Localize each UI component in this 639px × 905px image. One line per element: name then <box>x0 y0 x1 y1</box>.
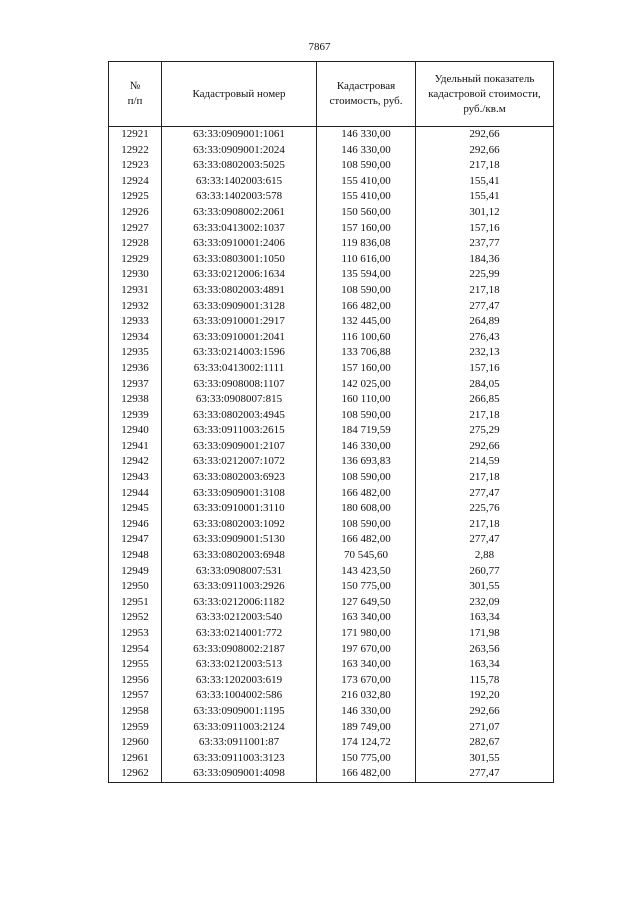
specific-indicator-cell: 263,56 <box>416 642 554 658</box>
row-num-cell: 12931 <box>109 283 162 299</box>
table-row <box>109 408 554 424</box>
table-row <box>109 205 554 221</box>
cadastral-number-cell: 63:33:0909001:4098 <box>162 766 317 782</box>
specific-indicator-cell: 217,18 <box>416 283 554 299</box>
cadastral-number-cell: 63:33:0911001:87 <box>162 735 317 751</box>
cadastral-number-cell: 63:33:0212006:1634 <box>162 267 317 283</box>
specific-indicator-cell: 184,36 <box>416 252 554 268</box>
cadastral-value-cell: 166 482,00 <box>317 766 416 782</box>
specific-indicator-cell: 282,67 <box>416 735 554 751</box>
row-num-cell: 12935 <box>109 345 162 361</box>
row-num-cell: 12932 <box>109 299 162 315</box>
cadastral-value-cell: 116 100,60 <box>317 330 416 346</box>
cadastral-number-cell: 63:33:0908007:815 <box>162 392 317 408</box>
cadastral-value-cell: 70 545,60 <box>317 548 416 564</box>
specific-indicator-cell: 217,18 <box>416 517 554 533</box>
cadastral-number-cell: 63:33:1202003:619 <box>162 673 317 689</box>
table-row <box>109 595 554 611</box>
specific-indicator-cell: 292,66 <box>416 704 554 720</box>
table-row <box>109 143 554 159</box>
row-num-cell: 12945 <box>109 501 162 517</box>
cadastral-number-cell: 63:33:0909001:1061 <box>162 127 317 143</box>
specific-indicator-cell: 155,41 <box>416 174 554 190</box>
table-body <box>109 127 554 783</box>
cadastral-number-cell: 63:33:0910001:3110 <box>162 501 317 517</box>
table-row <box>109 579 554 595</box>
specific-indicator-cell: 260,77 <box>416 564 554 580</box>
specific-indicator-cell: 225,76 <box>416 501 554 517</box>
row-num-cell: 12928 <box>109 236 162 252</box>
table-row <box>109 642 554 658</box>
table-row <box>109 361 554 377</box>
row-num-cell: 12961 <box>109 751 162 767</box>
cadastral-value-cell: 173 670,00 <box>317 673 416 689</box>
table-row <box>109 766 554 782</box>
cadastral-number-cell: 63:33:1004002:586 <box>162 688 317 704</box>
specific-indicator-cell: 277,47 <box>416 486 554 502</box>
cadastral-value-cell: 132 445,00 <box>317 314 416 330</box>
specific-indicator-cell: 115,78 <box>416 673 554 689</box>
specific-indicator-cell: 284,05 <box>416 377 554 393</box>
cadastral-value-cell: 171 980,00 <box>317 626 416 642</box>
row-num-cell: 12926 <box>109 205 162 221</box>
cadastral-value-cell: 127 649,50 <box>317 595 416 611</box>
cadastral-number-cell: 63:33:0413002:1111 <box>162 361 317 377</box>
table-row <box>109 299 554 315</box>
row-num-cell: 12957 <box>109 688 162 704</box>
cadastral-value-cell: 189 749,00 <box>317 720 416 736</box>
row-num-cell: 12959 <box>109 720 162 736</box>
row-num-cell: 12949 <box>109 564 162 580</box>
cadastral-number-cell: 63:33:0212003:513 <box>162 657 317 673</box>
table-row <box>109 221 554 237</box>
row-num-cell: 12936 <box>109 361 162 377</box>
cadastral-number-cell: 63:33:0214003:1596 <box>162 345 317 361</box>
cadastral-value-cell: 108 590,00 <box>317 408 416 424</box>
cadastral-number-cell: 63:33:0911003:2124 <box>162 720 317 736</box>
cadastral-table <box>108 61 554 783</box>
specific-indicator-cell: 163,34 <box>416 657 554 673</box>
specific-indicator-cell: 277,47 <box>416 766 554 782</box>
row-num-cell: 12929 <box>109 252 162 268</box>
table-row <box>109 267 554 283</box>
row-num-cell: 12951 <box>109 595 162 611</box>
table-row <box>109 470 554 486</box>
cadastral-number-cell: 63:33:0909001:3108 <box>162 486 317 502</box>
cadastral-number-cell: 63:33:0413002:1037 <box>162 221 317 237</box>
specific-indicator-cell: 232,09 <box>416 595 554 611</box>
specific-indicator-cell: 163,34 <box>416 610 554 626</box>
header-num: № п/п <box>109 62 162 127</box>
table-row <box>109 486 554 502</box>
cadastral-number-cell: 63:33:0909001:2024 <box>162 143 317 159</box>
specific-indicator-cell: 292,66 <box>416 439 554 455</box>
specific-indicator-cell: 277,47 <box>416 299 554 315</box>
header-cadastral-number: Кадастровый номер <box>162 62 317 127</box>
cadastral-value-cell: 197 670,00 <box>317 642 416 658</box>
header-cadastral-value: Кадастровая стоимость, руб. <box>317 62 416 127</box>
table-row <box>109 751 554 767</box>
header-specific-indicator: Удельный показатель кадастровой стоимости, руб./кв.м <box>416 62 554 127</box>
specific-indicator-cell: 271,07 <box>416 720 554 736</box>
table-row <box>109 345 554 361</box>
cadastral-number-cell: 63:33:0803001:1050 <box>162 252 317 268</box>
table-row <box>109 720 554 736</box>
cadastral-value-cell: 157 160,00 <box>317 221 416 237</box>
specific-indicator-cell: 217,18 <box>416 158 554 174</box>
cadastral-value-cell: 108 590,00 <box>317 517 416 533</box>
cadastral-number-cell: 63:33:0910001:2917 <box>162 314 317 330</box>
specific-indicator-cell: 275,29 <box>416 423 554 439</box>
cadastral-value-cell: 216 032,80 <box>317 688 416 704</box>
cadastral-value-cell: 146 330,00 <box>317 127 416 143</box>
cadastral-number-cell: 63:33:0909001:1195 <box>162 704 317 720</box>
specific-indicator-cell: 225,99 <box>416 267 554 283</box>
row-num-cell: 12934 <box>109 330 162 346</box>
table-row <box>109 657 554 673</box>
cadastral-value-cell: 119 836,08 <box>317 236 416 252</box>
specific-indicator-cell: 277,47 <box>416 532 554 548</box>
table-row <box>109 236 554 252</box>
table-row <box>109 189 554 205</box>
specific-indicator-cell: 157,16 <box>416 221 554 237</box>
specific-indicator-cell: 157,16 <box>416 361 554 377</box>
cadastral-number-cell: 63:33:0214001:772 <box>162 626 317 642</box>
specific-indicator-cell: 276,43 <box>416 330 554 346</box>
specific-indicator-cell: 232,13 <box>416 345 554 361</box>
table-row <box>109 688 554 704</box>
table-row <box>109 158 554 174</box>
cadastral-number-cell: 63:33:0802003:1092 <box>162 517 317 533</box>
table-header-row <box>109 62 554 127</box>
cadastral-number-cell: 63:33:0908008:1107 <box>162 377 317 393</box>
table-row <box>109 127 554 143</box>
page-number: 7867 <box>308 41 331 53</box>
row-num-cell: 12946 <box>109 517 162 533</box>
table-row <box>109 735 554 751</box>
cadastral-value-cell: 150 560,00 <box>317 205 416 221</box>
row-num-cell: 12925 <box>109 189 162 205</box>
row-num-cell: 12960 <box>109 735 162 751</box>
cadastral-number-cell: 63:33:0908002:2061 <box>162 205 317 221</box>
cadastral-value-cell: 155 410,00 <box>317 174 416 190</box>
row-num-cell: 12939 <box>109 408 162 424</box>
row-num-cell: 12923 <box>109 158 162 174</box>
table-row <box>109 330 554 346</box>
cadastral-number-cell: 63:33:0909001:5130 <box>162 532 317 548</box>
table-row <box>109 314 554 330</box>
specific-indicator-cell: 301,12 <box>416 205 554 221</box>
row-num-cell: 12958 <box>109 704 162 720</box>
cadastral-value-cell: 142 025,00 <box>317 377 416 393</box>
row-num-cell: 12947 <box>109 532 162 548</box>
cadastral-value-cell: 166 482,00 <box>317 299 416 315</box>
row-num-cell: 12952 <box>109 610 162 626</box>
cadastral-number-cell: 63:33:0908007:531 <box>162 564 317 580</box>
specific-indicator-cell: 217,18 <box>416 408 554 424</box>
row-num-cell: 12938 <box>109 392 162 408</box>
cadastral-value-cell: 160 110,00 <box>317 392 416 408</box>
table-row <box>109 673 554 689</box>
cadastral-number-cell: 63:33:0909001:3128 <box>162 299 317 315</box>
cadastral-value-cell: 108 590,00 <box>317 283 416 299</box>
cadastral-number-cell: 63:33:0802003:4891 <box>162 283 317 299</box>
cadastral-value-cell: 146 330,00 <box>317 143 416 159</box>
cadastral-number-cell: 63:33:0802003:6948 <box>162 548 317 564</box>
cadastral-value-cell: 180 608,00 <box>317 501 416 517</box>
specific-indicator-cell: 292,66 <box>416 127 554 143</box>
row-num-cell: 12940 <box>109 423 162 439</box>
table-row <box>109 439 554 455</box>
specific-indicator-cell: 266,85 <box>416 392 554 408</box>
cadastral-value-cell: 155 410,00 <box>317 189 416 205</box>
row-num-cell: 12948 <box>109 548 162 564</box>
cadastral-value-cell: 157 160,00 <box>317 361 416 377</box>
row-num-cell: 12924 <box>109 174 162 190</box>
cadastral-number-cell: 63:33:1402003:615 <box>162 174 317 190</box>
cadastral-number-cell: 63:33:0212003:540 <box>162 610 317 626</box>
table-row <box>109 548 554 564</box>
row-num-cell: 12950 <box>109 579 162 595</box>
specific-indicator-cell: 171,98 <box>416 626 554 642</box>
table-row <box>109 454 554 470</box>
cadastral-number-cell: 63:33:0911003:3123 <box>162 751 317 767</box>
cadastral-value-cell: 108 590,00 <box>317 158 416 174</box>
row-num-cell: 12922 <box>109 143 162 159</box>
row-num-cell: 12921 <box>109 127 162 143</box>
cadastral-number-cell: 63:33:0802003:6923 <box>162 470 317 486</box>
specific-indicator-cell: 237,77 <box>416 236 554 252</box>
cadastral-value-cell: 135 594,00 <box>317 267 416 283</box>
table-row <box>109 626 554 642</box>
specific-indicator-cell: 155,41 <box>416 189 554 205</box>
row-num-cell: 12930 <box>109 267 162 283</box>
cadastral-number-cell: 63:33:0911003:2615 <box>162 423 317 439</box>
table-row <box>109 532 554 548</box>
cadastral-number-cell: 63:33:0908002:2187 <box>162 642 317 658</box>
cadastral-number-cell: 63:33:0910001:2041 <box>162 330 317 346</box>
row-num-cell: 12953 <box>109 626 162 642</box>
table-row <box>109 610 554 626</box>
row-num-cell: 12944 <box>109 486 162 502</box>
cadastral-value-cell: 163 340,00 <box>317 657 416 673</box>
cadastral-value-cell: 110 616,00 <box>317 252 416 268</box>
specific-indicator-cell: 264,89 <box>416 314 554 330</box>
cadastral-value-cell: 136 693,83 <box>317 454 416 470</box>
cadastral-value-cell: 166 482,00 <box>317 532 416 548</box>
specific-indicator-cell: 2,88 <box>416 548 554 564</box>
row-num-cell: 12937 <box>109 377 162 393</box>
table-row <box>109 174 554 190</box>
cadastral-value-cell: 108 590,00 <box>317 470 416 486</box>
specific-indicator-cell: 214,59 <box>416 454 554 470</box>
cadastral-value-cell: 174 124,72 <box>317 735 416 751</box>
row-num-cell: 12943 <box>109 470 162 486</box>
table-row <box>109 704 554 720</box>
row-num-cell: 12942 <box>109 454 162 470</box>
row-num-cell: 12962 <box>109 766 162 782</box>
cadastral-number-cell: 63:33:0909001:2107 <box>162 439 317 455</box>
row-num-cell: 12941 <box>109 439 162 455</box>
row-num-cell: 12933 <box>109 314 162 330</box>
table-row <box>109 564 554 580</box>
specific-indicator-cell: 217,18 <box>416 470 554 486</box>
cadastral-value-cell: 146 330,00 <box>317 704 416 720</box>
cadastral-value-cell: 184 719,59 <box>317 423 416 439</box>
cadastral-number-cell: 63:33:0802003:4945 <box>162 408 317 424</box>
cadastral-value-cell: 133 706,88 <box>317 345 416 361</box>
row-num-cell: 12927 <box>109 221 162 237</box>
specific-indicator-cell: 292,66 <box>416 143 554 159</box>
cadastral-value-cell: 143 423,50 <box>317 564 416 580</box>
row-num-cell: 12954 <box>109 642 162 658</box>
row-num-cell: 12956 <box>109 673 162 689</box>
cadastral-value-cell: 166 482,00 <box>317 486 416 502</box>
cadastral-number-cell: 63:33:0802003:5025 <box>162 158 317 174</box>
cadastral-number-cell: 63:33:0911003:2926 <box>162 579 317 595</box>
row-num-cell: 12955 <box>109 657 162 673</box>
table-row <box>109 517 554 533</box>
cadastral-number-cell: 63:33:1402003:578 <box>162 189 317 205</box>
table-row <box>109 423 554 439</box>
cadastral-number-cell: 63:33:0910001:2406 <box>162 236 317 252</box>
cadastral-value-cell: 146 330,00 <box>317 439 416 455</box>
table-row <box>109 283 554 299</box>
cadastral-number-cell: 63:33:0212007:1072 <box>162 454 317 470</box>
table-row <box>109 377 554 393</box>
specific-indicator-cell: 301,55 <box>416 751 554 767</box>
cadastral-value-cell: 150 775,00 <box>317 579 416 595</box>
cadastral-number-cell: 63:33:0212006:1182 <box>162 595 317 611</box>
specific-indicator-cell: 301,55 <box>416 579 554 595</box>
table-row <box>109 392 554 408</box>
table-row <box>109 501 554 517</box>
specific-indicator-cell: 192,20 <box>416 688 554 704</box>
cadastral-value-cell: 150 775,00 <box>317 751 416 767</box>
table-row <box>109 252 554 268</box>
cadastral-value-cell: 163 340,00 <box>317 610 416 626</box>
